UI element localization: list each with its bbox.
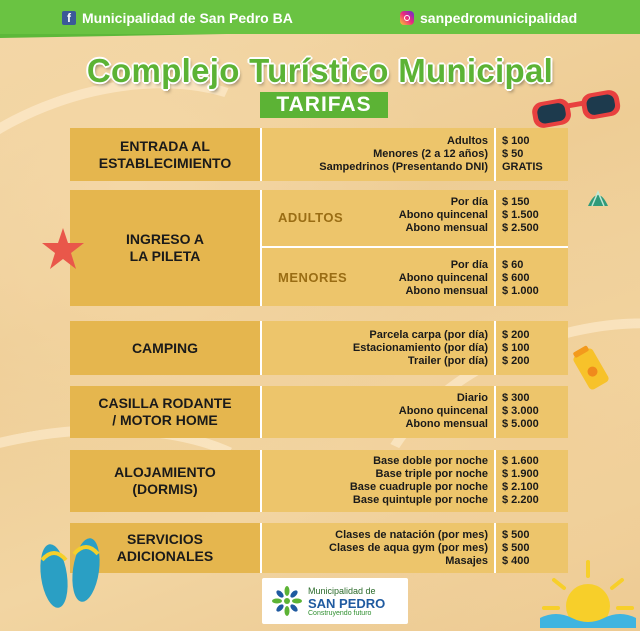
item-label: Abono mensual — [405, 418, 488, 430]
price: $ 1.600 — [502, 455, 539, 467]
row-pileta — [70, 190, 568, 306]
item-label: Base triple por noche — [375, 468, 488, 480]
item-label: Por día — [450, 196, 488, 208]
sublabel-menores: MENORES — [278, 270, 348, 285]
item-label: Parcela carpa (por día) — [369, 329, 488, 341]
price: $ 5.000 — [502, 418, 539, 430]
items-cell — [262, 450, 494, 512]
price: $ 500 — [502, 542, 530, 554]
item-label: Masajes — [445, 555, 488, 567]
starfish-icon — [40, 226, 86, 272]
item-label: Base cuadruple por noche — [349, 481, 488, 493]
flip-flops-icon — [36, 530, 106, 614]
price: $ 500 — [502, 529, 530, 541]
instagram-icon — [400, 11, 414, 25]
sublabel-adultos: ADULTOS — [278, 210, 344, 225]
item-label: Por día — [450, 259, 488, 271]
category-alojamiento — [70, 450, 260, 512]
municipal-logo — [262, 578, 408, 624]
item-label: Estacionamiento (por día) — [352, 342, 488, 354]
item-label: Abono mensual — [405, 222, 488, 234]
shell-icon — [586, 188, 610, 210]
category-line: INGRESO A — [125, 231, 205, 247]
category-entrada — [70, 128, 260, 181]
price: $ 2.500 — [502, 222, 539, 234]
price: $ 1.500 — [502, 209, 539, 221]
prices-cell — [496, 128, 568, 181]
prices-cell — [496, 321, 568, 375]
logo-mark-icon — [270, 584, 304, 618]
category-casilla — [70, 386, 260, 438]
category-line: ENTRADA AL — [120, 137, 210, 154]
category-line: LA PILETA — [129, 248, 201, 264]
facebook-link[interactable] — [62, 10, 293, 26]
logo-line3: Construyendo futuro — [308, 610, 372, 617]
category-line: ADICIONALES — [116, 548, 214, 564]
logo-line1: Municipalidad de — [308, 586, 376, 596]
row-entrada — [70, 128, 568, 181]
item-label: Adultos — [447, 135, 488, 147]
prices-cell — [496, 450, 568, 512]
item-label: Abono mensual — [405, 285, 488, 297]
items-cell — [262, 386, 494, 438]
prices-cell — [496, 190, 568, 306]
price: $ 200 — [502, 329, 530, 341]
item-label: Trailer (por día) — [407, 355, 488, 367]
page-title: Complejo Turístico Municipal — [86, 52, 554, 89]
instagram-name: sanpedromunicipalidad — [420, 10, 578, 26]
price: $ 2.200 — [502, 494, 539, 506]
items-cell — [262, 128, 494, 181]
items-cell — [262, 190, 494, 306]
item-label: Sampedrinos (Presentando DNI) — [319, 161, 488, 173]
item-label: Abono quincenal — [398, 272, 488, 284]
sunglasses-icon — [528, 86, 624, 130]
category-line: ALOJAMIENTO — [114, 464, 216, 480]
instagram-link[interactable] — [400, 10, 577, 26]
price: $ 300 — [502, 392, 530, 404]
page-subtitle: TARIFAS — [260, 92, 388, 118]
facebook-icon: f — [62, 11, 76, 25]
item-label: Abono quincenal — [398, 209, 488, 221]
price: $ 100 — [502, 342, 530, 354]
item-label: Abono quincenal — [398, 405, 488, 417]
category-pileta — [70, 190, 260, 306]
category-line: (DORMIS) — [132, 481, 198, 497]
price: $ 600 — [502, 272, 530, 284]
price: $ 100 — [502, 135, 530, 147]
prices-cell — [496, 386, 568, 438]
price: $ 200 — [502, 355, 530, 367]
row-casilla — [70, 386, 568, 438]
category-line: ESTABLECIMIENTO — [98, 154, 232, 171]
price: $ 1.000 — [502, 285, 539, 297]
row-alojamiento — [70, 450, 568, 512]
items-cell — [262, 321, 494, 375]
category-line: / MOTOR HOME — [112, 412, 218, 428]
items-cell — [262, 523, 494, 573]
price: $ 400 — [502, 555, 530, 567]
sunscreen-icon — [566, 344, 616, 394]
item-label: Menores (2 a 12 años) — [373, 148, 488, 160]
item-label: Clases de aqua gym (por mes) — [329, 542, 488, 554]
price: $ 60 — [502, 259, 524, 271]
price: $ 2.100 — [502, 481, 539, 493]
price: $ 50 — [502, 148, 524, 160]
item-label: Diario — [456, 392, 488, 404]
price: $ 1.900 — [502, 468, 539, 480]
category-line: CASILLA RODANTE — [98, 395, 232, 411]
category-line: SERVICIOS — [126, 531, 203, 547]
category-line: CAMPING — [131, 339, 199, 356]
logo-line2: SAN PEDRO — [308, 596, 386, 611]
divider — [262, 246, 568, 248]
item-label: Base doble por noche — [373, 455, 488, 467]
price: GRATIS — [502, 161, 543, 173]
item-label: Base quintuple por noche — [352, 494, 488, 506]
row-servicios — [70, 523, 568, 573]
row-camping — [70, 321, 568, 375]
price: $ 150 — [502, 196, 530, 208]
sun-icon — [540, 556, 636, 628]
price: $ 3.000 — [502, 405, 539, 417]
item-label: Clases de natación (por mes) — [335, 529, 488, 541]
category-camping — [70, 321, 260, 375]
facebook-name: Municipalidad de San Pedro BA — [82, 10, 293, 26]
